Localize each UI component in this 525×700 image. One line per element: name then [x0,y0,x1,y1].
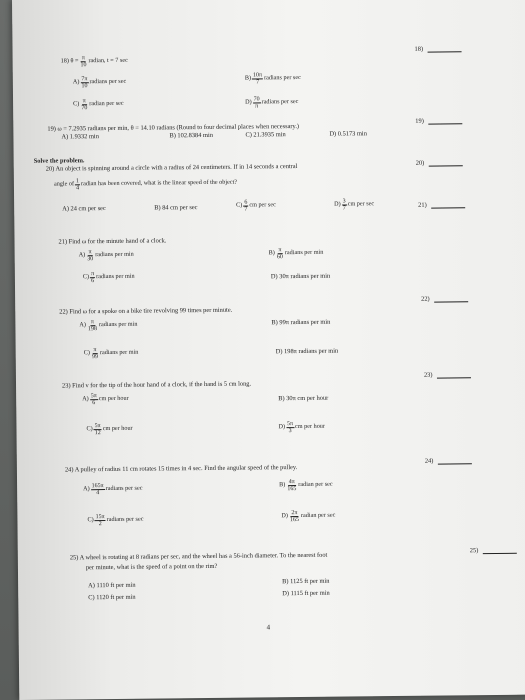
page-number: 4 [266,623,271,632]
numerator: π [278,247,282,254]
numerator: 70 [253,96,260,103]
fraction [86,249,94,262]
denominator: 70 [81,105,88,112]
fraction [252,72,263,85]
fraction [286,479,297,492]
option-unit: radians per sec [106,516,144,524]
option-unit: cm per sec [347,200,375,208]
option-unit: radian per sec [300,512,336,520]
question-25-stem-line2: per minute, what is the speed of a point on the rim? [85,562,218,572]
answer-line [434,300,468,302]
section-heading: Solve the problem. [33,157,85,165]
answer-line [428,164,462,166]
question-25-stem-line1: 25) A wheel is rotating at 8 radians per sec, and the wheel has a 56-inch diameter. To the nearest foot [69,551,328,562]
answer-number: 24) [424,457,434,465]
option-19-d: D) 0.5173 min [329,130,367,138]
numerator: 5π [94,423,101,430]
option-25-a: A) 1110 ft per min [88,581,136,590]
fraction [75,178,80,191]
numerator: π [81,55,85,62]
option-label: A) [72,78,80,86]
question-21-stem: 21) Find ω for the minute hand of a clock. [58,237,167,246]
numerator: π [91,271,95,278]
option-23-a [82,393,129,406]
question-23-stem: 23) Find v for the tip of the hour hand of a clock, if the hand is 5 cm long. [62,380,252,390]
answer-number: 19) [415,117,424,125]
option-unit: radian per sec [298,481,333,489]
worksheet-page [12,0,525,700]
option-18-a [73,76,126,90]
option-label: A) [82,395,89,403]
option-20-c [236,199,276,212]
question-20-stem-line2 [54,177,237,192]
fraction [91,347,99,360]
question-19-stem: 19) ω = 7.2935 radians per min, θ = 14.10 radians (Round to four decimal places when necessary.) [47,123,300,133]
option-unit: radian per sec [89,100,124,108]
answer-blank-21 [418,201,465,208]
option-label: A) [78,251,86,259]
numerator: π [88,249,92,256]
answer-blank-22 [421,295,468,302]
option-20-b: B) 84 cm per sec [154,204,198,212]
denominator: π [255,103,259,110]
option-unit: cm per hour [102,425,133,433]
stem-text: angle of [53,180,75,188]
denominator: 10 [81,83,88,90]
numerator: π [93,347,97,354]
denominator: 165 [289,517,300,524]
option-label: D) [278,423,286,431]
numerator: 3 [342,198,346,205]
fraction [87,319,98,332]
option-unit: radians per sec [105,485,143,493]
denominator: 2 [98,521,102,528]
option-18-c [73,98,124,112]
denominator: 4 [96,490,100,497]
fraction [80,98,88,111]
question-24-stem: 24) A pulley of radius 11 cm rotates 15 times in 4 sec. Find the angular speed of the pulley. [64,464,298,474]
option-22-a [79,319,137,333]
numerator: π [90,319,94,326]
answer-number: 18) [414,45,424,53]
fraction [243,200,248,213]
denominator: 10 [80,62,87,69]
option-21-b [269,247,324,261]
numerator: 5π [286,421,294,428]
option-label: B) [244,74,252,82]
denominator: 7 [342,205,346,212]
option-label: C) [83,349,90,357]
question-20-stem-line1: 20) An object is spinning around a circle with a radius of 24 centimeters. If in 14 seconds a central [45,163,298,173]
option-19-c: C) 21.3935 min [245,131,286,139]
numerator: 5π [90,393,97,400]
option-label: B) [279,481,286,489]
option-21-a [79,249,134,263]
answer-number: 25) [469,547,479,555]
option-label: B) [268,249,275,257]
answer-line [482,552,516,554]
denominator: 30 [87,256,94,263]
fraction [342,199,347,212]
option-24-a [83,483,142,497]
option-unit: cm per hour [98,395,129,403]
option-unit: radians per min [99,349,139,357]
option-label: D) [281,512,288,520]
denominator: 4 [76,185,80,192]
option-label: C) [236,201,243,210]
option-24-b [279,479,333,493]
option-20-d [334,198,374,211]
option-unit: radians per sec [264,74,301,82]
answer-blank-23 [424,371,471,378]
fraction [80,76,88,89]
answer-number: 21) [418,201,427,209]
option-22-b: B) 99π radians per min [271,318,331,327]
answer-line [437,462,471,464]
option-unit: cm per hour [295,423,325,431]
option-label: C) [73,100,80,108]
option-25-b: B) 1125 ft per min [282,577,330,586]
option-22-d: D) 198π radians per min [275,347,339,356]
answer-line [428,122,462,124]
fraction [91,483,105,496]
option-25-c: C) 1120 ft per min [88,593,136,602]
fraction [90,393,98,406]
stem-text: radian has been covered, what is the linear speed of the object? [81,179,238,188]
answer-number: 20) [415,159,425,167]
option-unit: radians per min [284,249,324,257]
option-18-b [245,72,301,86]
numerator: 10π [252,72,263,79]
option-unit: cm per sec [249,201,276,209]
question-18-stem [61,55,128,69]
option-label: D) [245,98,252,106]
answer-blank-24 [425,457,472,464]
option-label: A) [83,485,90,493]
option-label: C) [86,425,93,433]
fraction [95,514,106,527]
numerator: 165π [91,483,104,490]
option-24-d [281,510,335,524]
option-23-b: B) 30π cm per hour [278,394,329,403]
fraction [253,96,261,109]
denominator: 3 [288,428,292,435]
numerator: 1 [75,178,80,185]
option-19-a: A) 1.9332 min [61,133,99,141]
option-label: D) [334,200,341,209]
answer-line [431,206,465,208]
stem-text: radian, t = 7 sec [88,57,128,65]
answer-blank-18 [415,45,462,52]
option-unit: radians per min [95,251,134,259]
answer-blank-20 [416,159,463,166]
option-21-c [83,271,135,285]
stem-text: 18) θ = [60,57,79,65]
option-18-d [245,96,298,110]
numerator: 4π [288,479,295,486]
option-24-c [87,514,143,528]
fraction [90,271,95,284]
option-23-d [278,421,325,434]
denominator: 6 [92,400,96,407]
fraction [276,247,284,260]
option-unit: radians per min [98,321,138,329]
denominator: 7 [256,79,260,86]
denominator: 165 [287,486,297,493]
denominator: 60 [276,254,283,261]
denominator: 7 [244,206,248,213]
denominator: 6 [91,278,95,285]
question-22-stem: 22) Find ω for a spoke on a bike tire revolving 99 times per minute. [59,306,233,316]
denominator: 198 [87,326,98,333]
answer-blank-25 [470,547,517,554]
fraction [79,55,87,68]
numerator: 6 [244,199,248,206]
numerator: 15π [95,514,105,521]
numerator: 7π [81,76,88,83]
answer-line [427,50,461,52]
option-label: C) [87,516,94,524]
option-label: C) [82,273,90,281]
option-25-d: D) 1115 ft per min [282,589,330,598]
numerator: 2π [291,510,298,517]
answer-line [436,376,470,378]
option-unit: radians per sec [261,98,299,106]
option-22-c [84,347,139,361]
numerator: π [82,98,86,105]
answer-number: 23) [423,371,433,379]
answer-blank-19 [415,117,462,124]
option-23-c [86,423,132,436]
option-label: A) [79,321,86,329]
fraction [289,510,300,523]
fraction [286,421,294,434]
option-unit: radians per sec [89,78,127,86]
answer-number: 22) [421,295,430,303]
denominator: 99 [91,354,98,361]
option-unit: radians per min [96,273,135,281]
fraction [94,423,102,436]
denominator: 12 [94,430,101,437]
option-20-a: A) 24 cm per sec [62,205,106,213]
option-19-b: B) 102.8384 min [169,131,213,140]
option-21-d: D) 30π radians per min [270,272,331,281]
